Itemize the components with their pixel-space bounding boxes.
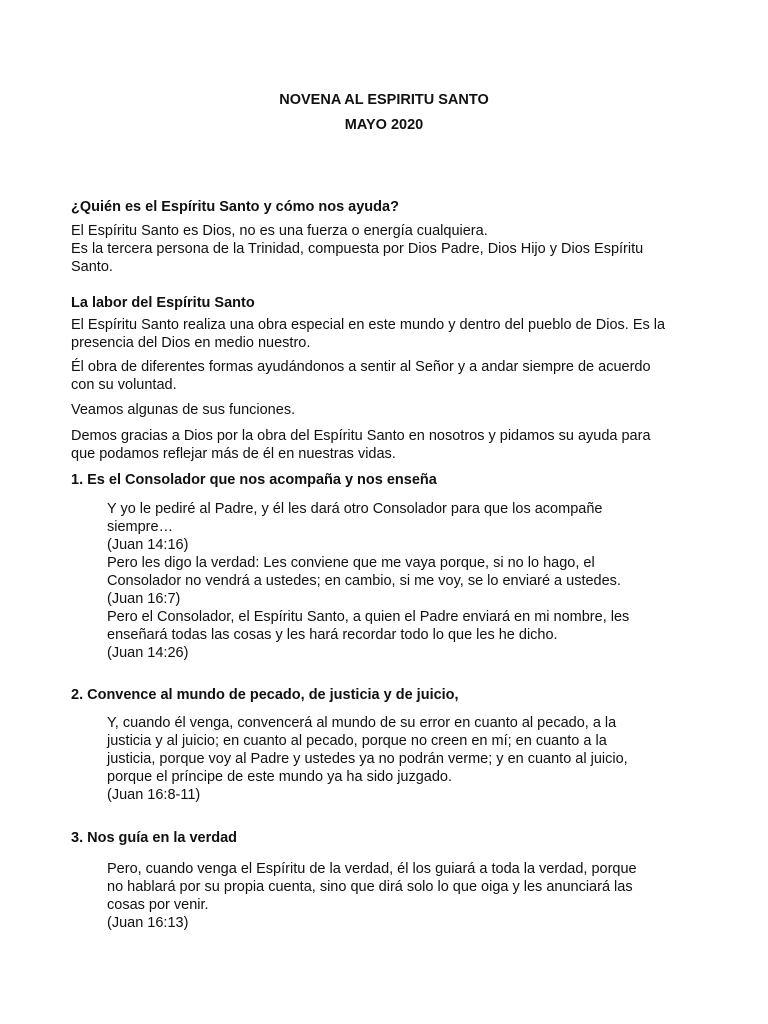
text-line: Demos gracias a Dios por la obra del Espíritu Santo en nosotros y pidamos su ayuda para bbox=[71, 428, 651, 444]
quote-line: enseñará todas las cosas y les hará recordar todo lo que les he dicho. bbox=[107, 627, 558, 643]
text-line: Es la tercera persona de la Trinidad, compuesta por Dios Padre, Dios Hijo y Dios Espíritu bbox=[71, 241, 644, 257]
quote-line: Pero, cuando venga el Espíritu de la verdad, él los guiará a toda la verdad, porque bbox=[107, 861, 637, 877]
quote-line: porque el príncipe de este mundo ya ha sido juzgado. bbox=[107, 769, 453, 785]
section-heading-3: 3. Nos guía en la verdad bbox=[71, 830, 237, 846]
quote-line: Y, cuando él venga, convencerá al mundo de su error en cuanto al pecado, a la bbox=[107, 715, 617, 731]
text-line: El Espíritu Santo es Dios, no es una fuerza o energía cualquiera. bbox=[71, 223, 488, 239]
section-heading-1: 1. Es el Consolador que nos acompaña y nos enseña bbox=[71, 472, 437, 488]
verse-reference: (Juan 16:8-11) bbox=[107, 787, 201, 803]
section-heading-2: 2. Convence al mundo de pecado, de justicia y de juicio, bbox=[71, 687, 459, 703]
quote-line: Pero les digo la verdad: Les conviene que me vaya porque, si no lo hago, el bbox=[107, 555, 595, 571]
section-heading-intro: ¿Quién es el Espíritu Santo y cómo nos ayuda? bbox=[71, 199, 399, 215]
labor-paragraph-2 bbox=[71, 358, 711, 394]
text-line: Él obra de diferentes formas ayudándonos a sentir al Señor y a andar siempre de acuerdo bbox=[71, 359, 651, 375]
verse-reference: (Juan 16:13) bbox=[107, 915, 189, 931]
text-line: Veamos algunas de sus funciones. bbox=[71, 402, 296, 418]
labor-paragraph-3 bbox=[71, 401, 711, 419]
verse-reference: (Juan 14:16) bbox=[107, 537, 189, 553]
quote-line: Y yo le pediré al Padre, y él les dará otro Consolador para que los acompañe bbox=[107, 501, 603, 517]
quote-line: no hablará por su propia cuenta, sino que dirá solo lo que oiga y les anunciará las bbox=[107, 879, 633, 895]
quote-line: Consolador no vendrá a ustedes; en cambio, si me voy, se lo enviaré a ustedes. bbox=[107, 573, 621, 589]
quote-line: cosas por venir. bbox=[107, 897, 209, 913]
quote-line: justicia, porque voy al Padre y ustedes ya no podrán verme; y en cuanto al juicio, bbox=[107, 751, 628, 767]
labor-paragraph-1 bbox=[71, 316, 711, 352]
section-2-quote bbox=[107, 714, 667, 804]
document-title: NOVENA AL ESPIRITU SANTO bbox=[279, 92, 489, 108]
text-line: que podamos reflejar más de él en nuestras vidas. bbox=[71, 446, 396, 462]
verse-reference: (Juan 14:26) bbox=[107, 645, 189, 661]
labor-paragraph-4 bbox=[71, 427, 711, 463]
section-heading-labor: La labor del Espíritu Santo bbox=[71, 295, 255, 311]
text-line: con su voluntad. bbox=[71, 377, 177, 393]
text-line: Santo. bbox=[71, 259, 113, 275]
quote-line: justicia y al juicio; en cuanto al pecado, porque no creen en mí; en cuanto a la bbox=[107, 733, 607, 749]
document-subtitle: MAYO 2020 bbox=[344, 117, 424, 133]
text-line: El Espíritu Santo realiza una obra especial en este mundo y dentro del pueblo de Dios. Es la bbox=[71, 317, 666, 333]
quote-line: siempre… bbox=[107, 519, 174, 535]
intro-paragraph bbox=[71, 222, 711, 276]
section-3-quote bbox=[107, 860, 667, 932]
section-1-quote bbox=[107, 500, 667, 662]
quote-line: Pero el Consolador, el Espíritu Santo, a quien el Padre enviará en mi nombre, les bbox=[107, 609, 630, 625]
text-line: presencia del Dios en medio nuestro. bbox=[71, 335, 311, 351]
verse-reference: (Juan 16:7) bbox=[107, 591, 181, 607]
